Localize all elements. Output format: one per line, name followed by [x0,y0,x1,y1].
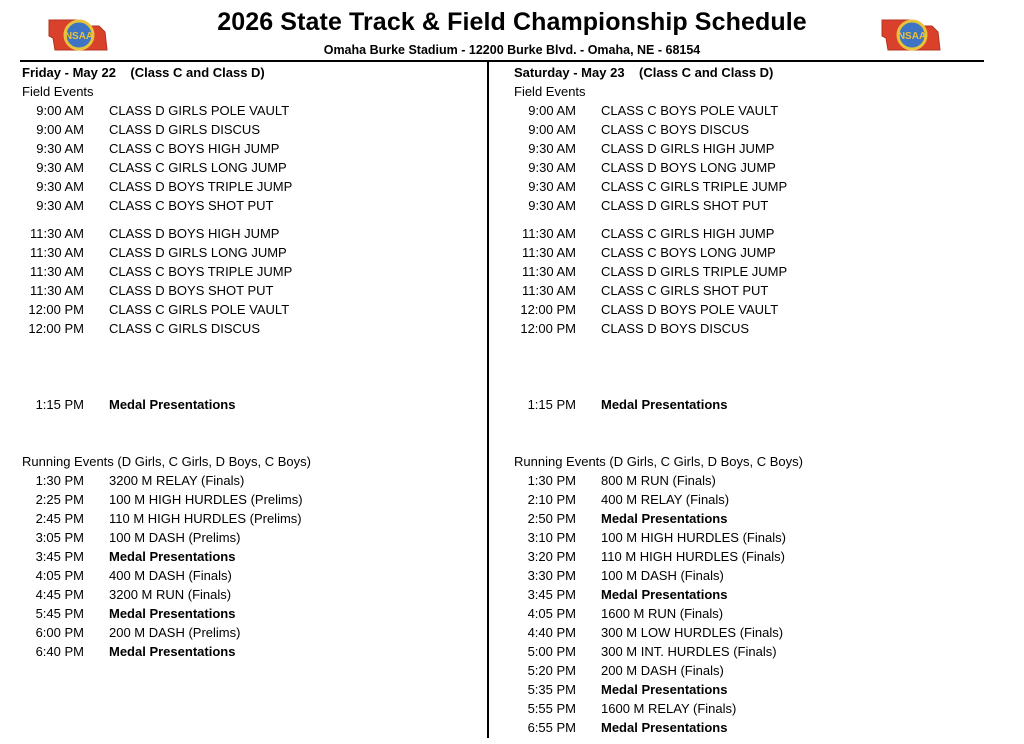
spacer [514,338,974,395]
schedule-row [514,262,974,281]
event-time: 9:30 AM [36,160,84,175]
classes-label: (Class C and Class D) [639,65,774,80]
schedule-row [22,319,482,338]
saturday-column [514,63,974,737]
event-name: CLASS D GIRLS TRIPLE JUMP [601,264,788,279]
day-heading [514,63,974,82]
schedule-row [514,158,974,177]
schedule-row [514,139,974,158]
header-divider [20,60,984,62]
event-name: Medal Presentations [601,587,728,602]
event-time: 5:35 PM [527,682,576,697]
event-time: 9:30 AM [36,198,84,213]
event-time: 11:30 AM [522,245,576,260]
event-time: 9:00 AM [36,122,84,137]
event-time: 11:30 AM [30,226,84,241]
schedule-row [22,604,482,623]
event-time: 9:00 AM [36,103,84,118]
event-time: 11:30 AM [30,283,84,298]
event-time: 1:15 PM [35,397,84,412]
event-name: CLASS C BOYS LONG JUMP [601,245,776,260]
event-name: CLASS C BOYS DISCUS [601,122,750,137]
event-name: CLASS D BOYS LONG JUMP [601,160,776,175]
field-events-heading: Field Events [514,84,586,99]
event-time: 9:30 AM [36,179,84,194]
schedule-row [22,262,482,281]
event-name: 100 M DASH (Finals) [601,568,724,583]
running-events-heading: Running Events (D Girls, C Girls, D Boys, C Boys) [22,454,311,469]
schedule-row [22,509,482,528]
event-name: 110 M HIGH HURDLES (Finals) [601,549,785,564]
schedule-row [22,566,482,585]
event-time: 9:00 AM [528,103,576,118]
event-time: 11:30 AM [30,264,84,279]
schedule-row [22,177,482,196]
schedule-row [514,224,974,243]
schedule-row [514,699,974,718]
schedule-row [514,604,974,623]
event-name: 200 M DASH (Finals) [601,663,724,678]
event-name: CLASS C GIRLS SHOT PUT [601,283,769,298]
event-time: 9:30 AM [528,179,576,194]
event-time: 1:30 PM [35,473,84,488]
event-name: 300 M INT. HURDLES (Finals) [601,644,777,659]
schedule-row [22,490,482,509]
event-name: Medal Presentations [109,549,236,564]
spacer [22,215,482,224]
event-name: 3200 M RELAY (Finals) [109,473,245,488]
event-name: 100 M DASH (Prelims) [109,530,241,545]
event-time: 5:45 PM [35,606,84,621]
schedule-row [514,281,974,300]
event-time: 3:30 PM [527,568,576,583]
schedule-row [514,120,974,139]
event-time: 11:30 AM [522,264,576,279]
event-name: 200 M DASH (Prelims) [109,625,241,640]
svg-text:NSAA: NSAA [897,31,927,42]
event-time: 2:10 PM [527,492,576,507]
event-time: 3:10 PM [527,530,576,545]
schedule-row [514,490,974,509]
event-time: 9:30 AM [528,160,576,175]
schedule-row [514,177,974,196]
event-name: 1600 M RUN (Finals) [601,606,724,621]
event-time: 12:00 PM [28,321,84,336]
event-name: 400 M DASH (Finals) [109,568,232,583]
event-name: CLASS C GIRLS LONG JUMP [109,160,287,175]
event-name: Medal Presentations [109,606,236,621]
event-time: 6:55 PM [527,720,576,735]
schedule-row [22,139,482,158]
field-events-heading: Field Events [22,84,94,99]
event-name: 300 M LOW HURDLES (Finals) [601,625,784,640]
schedule-row [514,101,974,120]
schedule-row [22,585,482,604]
schedule-row [22,158,482,177]
event-name: 400 M RELAY (Finals) [601,492,730,507]
event-time: 3:45 PM [35,549,84,564]
event-name: Medal Presentations [109,644,236,659]
schedule-row [514,642,974,661]
schedule-row [514,718,974,737]
classes-label: (Class C and Class D) [130,65,265,80]
event-time: 11:30 AM [522,226,576,241]
column-divider [487,62,489,738]
event-time: 11:30 AM [522,283,576,298]
event-time: 6:40 PM [35,644,84,659]
schedule-row [514,300,974,319]
event-time: 12:00 PM [520,302,576,317]
page-subtitle: Omaha Burke Stadium - 12200 Burke Blvd. - Omaha, NE - 68154 [323,43,701,57]
event-name: CLASS D GIRLS DISCUS [109,122,260,137]
spacer [514,414,974,452]
schedule-row [22,101,482,120]
schedule-row [514,680,974,699]
event-name: CLASS D BOYS DISCUS [601,321,750,336]
event-time: 4:05 PM [35,568,84,583]
schedule-row [22,471,482,490]
event-name: 1600 M RELAY (Finals) [601,701,737,716]
event-time: 9:30 AM [528,141,576,156]
event-name: Medal Presentations [601,397,728,412]
event-name: 110 M HIGH HURDLES (Prelims) [109,511,302,526]
schedule-row [514,319,974,338]
schedule-row [22,642,482,661]
event-time: 2:25 PM [35,492,84,507]
event-time: 9:30 AM [36,141,84,156]
schedule-row [22,300,482,319]
event-name: Medal Presentations [601,511,728,526]
schedule-row [514,585,974,604]
event-time: 2:45 PM [35,511,84,526]
event-time: 2:50 PM [527,511,576,526]
event-time: 9:30 AM [528,198,576,213]
schedule-row [514,661,974,680]
schedule-row [22,120,482,139]
event-name: CLASS C BOYS SHOT PUT [109,198,274,213]
event-name: CLASS C GIRLS TRIPLE JUMP [601,179,788,194]
schedule-row [514,566,974,585]
event-name: CLASS C GIRLS HIGH JUMP [601,226,775,241]
event-name: CLASS C BOYS HIGH JUMP [109,141,280,156]
event-time: 5:55 PM [527,701,576,716]
event-name: CLASS D BOYS TRIPLE JUMP [109,179,293,194]
event-name: Medal Presentations [109,397,236,412]
event-name: CLASS D GIRLS LONG JUMP [109,245,287,260]
event-name: 100 M HIGH HURDLES (Prelims) [109,492,303,507]
event-name: 3200 M RUN (Finals) [109,587,232,602]
event-time: 4:40 PM [527,625,576,640]
schedule-row [514,196,974,215]
schedule-row [514,528,974,547]
schedule-row [514,471,974,490]
event-time: 12:00 PM [520,321,576,336]
schedule-row [22,243,482,262]
event-time: 5:20 PM [527,663,576,678]
event-name: CLASS C GIRLS DISCUS [109,321,260,336]
friday-column [22,63,482,661]
schedule-row [22,281,482,300]
event-name: CLASS D GIRLS SHOT PUT [601,198,769,213]
schedule-row [22,528,482,547]
event-name: CLASS C BOYS POLE VAULT [601,103,779,118]
medal-row [514,395,974,414]
schedule-row [22,547,482,566]
event-time: 9:00 AM [528,122,576,137]
spacer [514,215,974,224]
event-name: Medal Presentations [601,682,728,697]
schedule-row [22,623,482,642]
schedule-row [22,196,482,215]
event-time: 11:30 AM [30,245,84,260]
event-time: 1:15 PM [527,397,576,412]
day-label: Friday - May 22 [22,65,116,80]
event-time: 12:00 PM [28,302,84,317]
event-name: 800 M RUN (Finals) [601,473,716,488]
event-time: 4:05 PM [527,606,576,621]
event-time: 4:45 PM [35,587,84,602]
event-time: 5:00 PM [527,644,576,659]
event-time: 3:20 PM [527,549,576,564]
event-name: CLASS D GIRLS POLE VAULT [109,103,290,118]
svg-text:NSAA: NSAA [64,31,94,42]
running-events-heading: Running Events (D Girls, C Girls, D Boys, C Boys) [514,454,803,469]
event-name: CLASS C GIRLS POLE VAULT [109,302,290,317]
event-time: 1:30 PM [527,473,576,488]
page-title: 2026 State Track & Field Championship Schedule [217,8,807,36]
schedule-row [514,623,974,642]
event-name: CLASS C BOYS TRIPLE JUMP [109,264,293,279]
spacer [22,338,482,395]
event-name: CLASS D BOYS SHOT PUT [109,283,274,298]
schedule-row [514,509,974,528]
event-time: 6:00 PM [35,625,84,640]
event-time: 3:05 PM [35,530,84,545]
day-heading [22,63,482,82]
event-name: 100 M HIGH HURDLES (Finals) [601,530,786,545]
schedule-row [514,547,974,566]
event-time: 3:45 PM [527,587,576,602]
schedule-row [514,243,974,262]
spacer [22,414,482,452]
event-name: CLASS D GIRLS HIGH JUMP [601,141,775,156]
event-name: CLASS D BOYS HIGH JUMP [109,226,280,241]
event-name: Medal Presentations [601,720,728,735]
medal-row [22,395,482,414]
event-name: CLASS D BOYS POLE VAULT [601,302,779,317]
day-label: Saturday - May 23 [514,65,625,80]
schedule-row [22,224,482,243]
